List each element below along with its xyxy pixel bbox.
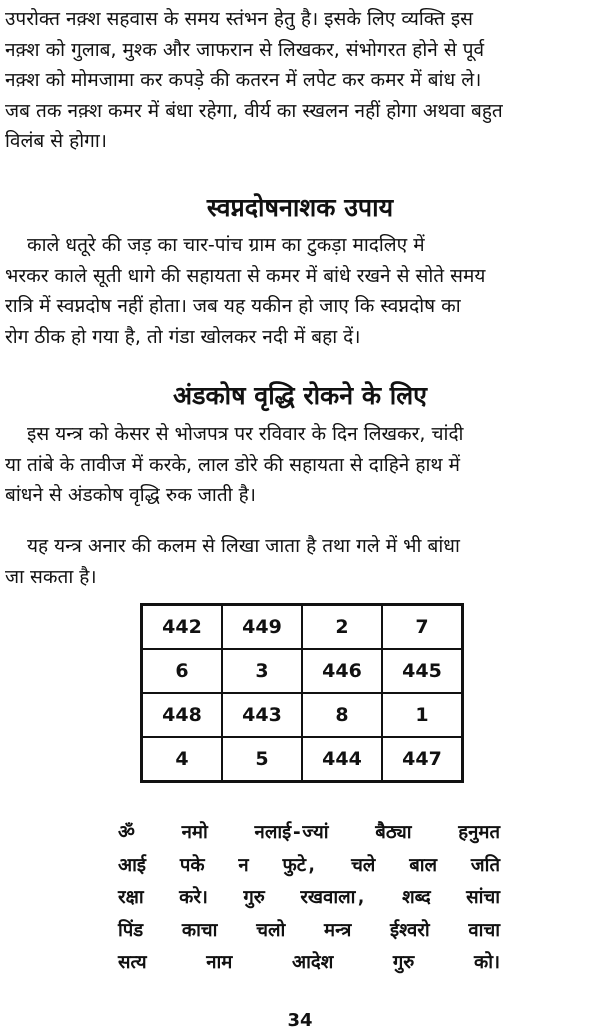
yantra-cell: 448 (142, 693, 223, 737)
yantra-cell: 2 (302, 605, 382, 650)
remedy-line: रात्रि में स्वप्नदोष नहीं होता। जब यह यकीन हो जाए कि स्वप्नदोष का (5, 295, 461, 317)
yantra-note-paragraph (5, 531, 595, 592)
mantra-block (118, 817, 500, 980)
intro-line: नक़्श को मोमजामा कर कपड़े की कतरन में लपेट कर कमर में बांध ले। (5, 69, 482, 91)
yantra-cell: 5 (222, 737, 302, 782)
remedy-line: या तांबे के तावीज में करके, लाल डोरे की सहायता से दाहिने हाथ में (5, 453, 460, 476)
yantra-cell: 445 (382, 649, 463, 693)
yantra-cell: 446 (302, 649, 382, 693)
yantra-row (142, 649, 463, 693)
swelling-remedy-paragraph (5, 419, 595, 511)
remedy-line: इस यन्त्र को केसर से भोजपत्र पर रविवार के दिन लिखकर, चांदी (27, 423, 464, 445)
yantra-cell: 449 (222, 605, 302, 650)
mantra-line: ॐ नमो नलाई-ज्यां बैठ्या हनुमत (118, 822, 500, 843)
intro-line: नक़्श को गुलाब, मुश्क और जाफरान से लिखकर, संभोगरत होने से पूर्व (5, 38, 485, 61)
yantra-cell: 444 (302, 737, 382, 782)
remedy-line: बांधने से अंडकोष वृद्धि रुक जाती है। (5, 484, 256, 506)
section-heading-wet-dream-remedy: स्वप्नदोषनाशक उपाय (206, 193, 394, 222)
yantra-grid (140, 603, 464, 783)
yantra-cell: 447 (382, 737, 463, 782)
mantra-line: पिंड काचा चलो मन्त्र ईश्वरो वाचा (118, 919, 500, 941)
yantra-cell: 8 (302, 693, 382, 737)
yantra-cell: 6 (142, 649, 223, 693)
page-number: 34 (287, 1010, 313, 1031)
note-line: जा सकता है। (5, 565, 97, 588)
wet-dream-remedy-paragraph (5, 230, 595, 352)
yantra-row (142, 693, 463, 737)
yantra-row (142, 605, 463, 650)
yantra-cell: 7 (382, 605, 463, 650)
remedy-line: रोग ठीक हो गया है, तो गंडा खोलकर नदी में बहा दें। (5, 325, 361, 348)
yantra-cell: 1 (382, 693, 463, 737)
section-heading-swelling-remedy: अंडकोष वृद्धि रोकने के लिए (173, 381, 427, 410)
yantra-cell: 442 (142, 605, 223, 650)
intro-line: जब तक नक़्श कमर में बंधा रहेगा, वीर्य का स्खलन नहीं होगा अथवा बहुत (5, 99, 503, 122)
yantra-row (142, 737, 463, 782)
intro-paragraph (5, 4, 595, 157)
yantra-cell: 4 (142, 737, 223, 782)
yantra-cell: 3 (222, 649, 302, 693)
intro-line: विलंब से होगा। (5, 130, 107, 152)
remedy-line: भरकर काले सूती धागे की सहायता से कमर में बांधे रखने से सोते समय (5, 264, 486, 287)
remedy-line: काले धतूरे की जड़ का चार-पांच ग्राम का टुकड़ा मादलिए में (27, 234, 425, 256)
note-line: यह यन्त्र अनार की कलम से लिखा जाता है तथा गले में भी बांधा (27, 535, 460, 557)
mantra-line: सत्य नाम आदेश गुरु को। (118, 952, 500, 973)
mantra-line: रक्षा करे। गुरु रखवाला, शब्द सांचा (118, 887, 500, 908)
intro-line: उपरोक्त नक़्श सहवास के समय स्तंभन हेतु है। इसके लिए व्यक्ति इस (5, 8, 474, 30)
mantra-line: आई पके न फुटे, चले बाल जति (118, 854, 500, 876)
yantra-cell: 443 (222, 693, 302, 737)
